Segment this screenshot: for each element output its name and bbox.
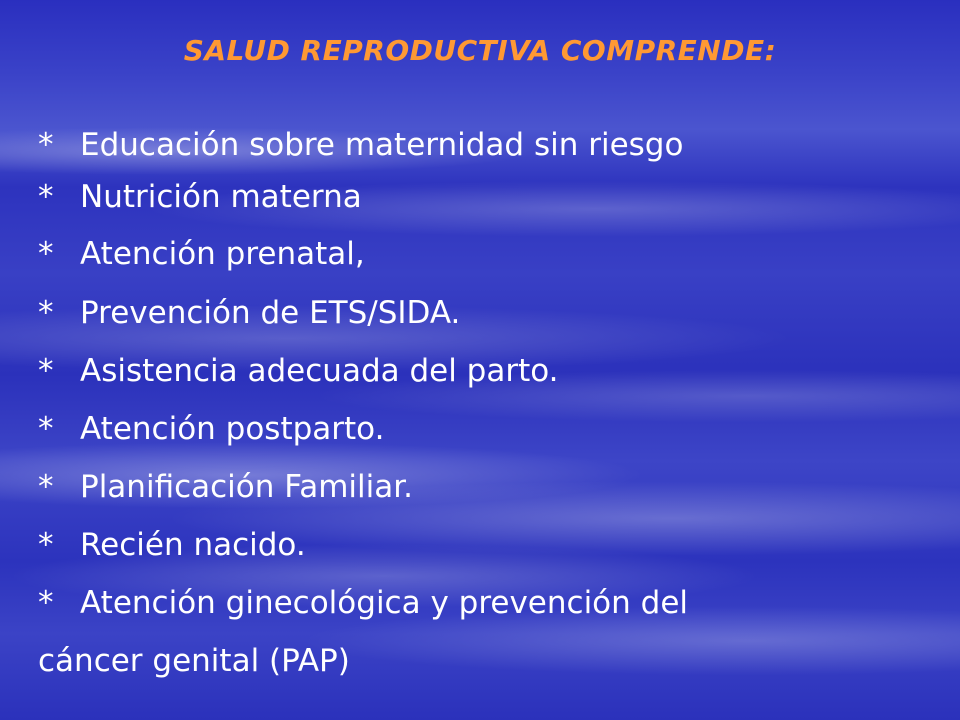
list-item: [38, 235, 365, 273]
list-item-text: Planificación Familiar.: [80, 469, 414, 505]
list-item: [38, 294, 460, 332]
bullet-marker: *: [38, 127, 54, 163]
bullet-marker: *: [38, 295, 54, 331]
bullet-marker: *: [38, 527, 54, 563]
list-item: [38, 584, 688, 622]
list-item-text: Recién nacido.: [80, 527, 306, 563]
list-item: [38, 468, 413, 506]
bullet-marker: *: [38, 585, 54, 621]
list-item: [38, 352, 559, 390]
bullet-marker: *: [38, 179, 54, 215]
bullet-marker: *: [38, 236, 54, 272]
bullet-marker: *: [38, 353, 54, 389]
bullet-marker: *: [38, 469, 54, 505]
bullet-marker: *: [38, 411, 54, 447]
list-item-text: Prevención de ETS/SIDA.: [80, 295, 461, 331]
list-item: [38, 126, 683, 164]
slide-title: SALUD REPRODUCTIVA COMPRENDE:: [183, 34, 777, 67]
list-item-text: Educación sobre maternidad sin riesgo: [80, 127, 684, 163]
list-item-text: Atención prenatal,: [80, 236, 365, 272]
list-item: [38, 178, 362, 216]
list-item-continuation: cáncer genital (PAP): [38, 643, 350, 679]
list-item: [38, 410, 384, 448]
list-item: [38, 526, 306, 564]
list-item-text: Atención postparto.: [80, 411, 385, 447]
list-item-text: Asistencia adecuada del parto.: [80, 353, 559, 389]
list-item-text: Atención ginecológica y prevención del: [80, 585, 689, 621]
list-item-text: Nutrición materna: [80, 179, 362, 215]
